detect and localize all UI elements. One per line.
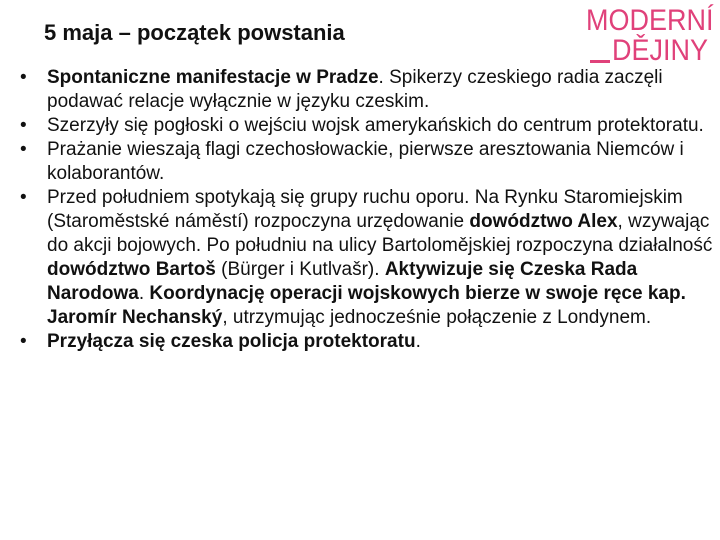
moderni-dejiny-logo bbox=[586, 4, 716, 66]
bullet-item-2 bbox=[20, 114, 720, 138]
logo-underscore bbox=[590, 60, 610, 63]
bullet-4-text-5: , utrzymując jednocześnie połączenie z Londynem. bbox=[222, 307, 652, 328]
bullet-4-bold-rada: Aktywizuje się Czeska Rada Narodowa bbox=[47, 259, 638, 304]
bullet-5-text: . bbox=[415, 331, 421, 352]
bullet-1-bold: Spontaniczne manifestacje w Pradze bbox=[47, 67, 379, 88]
bullet-4-text-4: . bbox=[138, 283, 150, 304]
bullet-4-bold-alex: dowództwo Alex bbox=[469, 211, 618, 232]
logo-line-1: MODERNÍ bbox=[586, 4, 714, 37]
bullet-item-1 bbox=[20, 66, 720, 114]
bullet-4-bold-bartos: dowództwo Bartoš bbox=[47, 259, 216, 280]
bullet-4-text-1: Przed południem spotykają się grupy ruchu oporu. Na Rynku Staromiejskim (Staroměstské náměstí) rozpoczyna urzędowanie bbox=[47, 187, 683, 232]
bullet-4-text-2: , wzywając do akcji bojowych. Po południu na ulicy Bartolomějskiej rozpoczyna działalność bbox=[47, 211, 713, 256]
bullet-3-text: Prażanie wieszają flagi czechosłowackie, pierwsze aresztowania Niemców i kolaborantów. bbox=[47, 139, 684, 184]
bullet-4-bold-nechansky: Koordynację operacji wojskowych bierze w swoje ręce kap. Jaromír Nechanský bbox=[47, 283, 686, 328]
bullet-item-5 bbox=[20, 330, 720, 354]
bullet-2-text: Szerzyły się pogłoski o wejściu wojsk amerykańskich do centrum protektoratu. bbox=[47, 115, 704, 136]
slide-title: 5 maja – początek powstania bbox=[44, 20, 345, 45]
bullet-1-text: . Spikerzy czeskiego radia zaczęli podawać relacje wyłącznie w języku czeskim. bbox=[47, 67, 663, 112]
bullet-list bbox=[20, 66, 720, 354]
bullet-item-3 bbox=[20, 138, 720, 186]
logo-line-2: DĚJINY bbox=[612, 34, 709, 67]
bullet-4-text-3: (Bürger i Kutlvašr). bbox=[215, 259, 385, 280]
bullet-5-bold: Przyłącza się czeska policja protektoratu bbox=[47, 331, 416, 352]
bullet-item-4 bbox=[20, 186, 720, 330]
